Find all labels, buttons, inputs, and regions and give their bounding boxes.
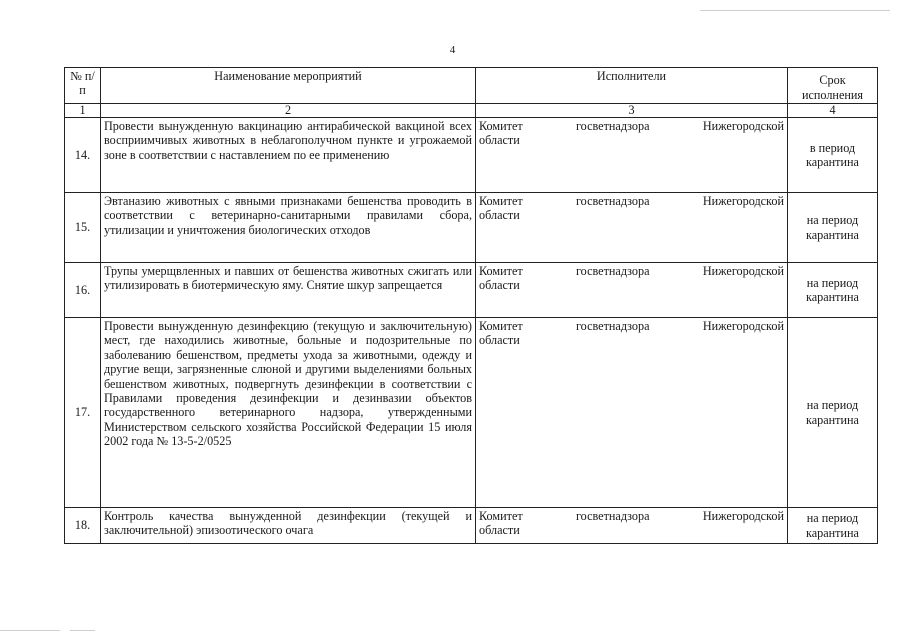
row-number: 18. bbox=[65, 508, 101, 544]
table-row bbox=[65, 508, 878, 544]
measure-name: Трупы умерщвленных и павших от бешенства животных сжигать или утилизировать в биотермическую яму. Снятие шкур запрещается bbox=[101, 263, 476, 318]
index-cell: 2 bbox=[101, 104, 476, 118]
row-number: 15. bbox=[65, 193, 101, 263]
executor-word: Комитет bbox=[479, 509, 523, 523]
row-number: 16. bbox=[65, 263, 101, 318]
executor-word: госветнадзора bbox=[575, 119, 650, 133]
executors bbox=[476, 193, 788, 263]
executors bbox=[476, 263, 788, 318]
term: на период карантина bbox=[788, 263, 878, 318]
executor-region: области bbox=[479, 133, 520, 148]
measure-name: Провести вынужденную дезинфекцию (текущую и заключительную) мест, где находились животные, больные и подозрительные по заболеванию бешенством, предметы ухода за животными, одежду и другие вещи, загрязненные слюной и другими выделениями больных бешенством животных, подвергнуть дезинфекции в соответствии с Правилами проведения дезинфекции и дезинвазии объектов государственного ветеринарного надзора, утвержденными Министерством сельского хозяйства Российской Федерации 15 июля 2002 года № 13-5-2/0525 bbox=[101, 318, 476, 508]
term: на период карантина bbox=[788, 508, 878, 544]
term: на период карантина bbox=[788, 193, 878, 263]
executor-region: области bbox=[479, 208, 520, 223]
header-number: № п/п bbox=[65, 68, 101, 104]
index-cell: 3 bbox=[476, 104, 788, 118]
executor-word: Комитет bbox=[479, 319, 523, 333]
executors bbox=[476, 318, 788, 508]
table-row bbox=[65, 263, 878, 318]
table-row bbox=[65, 118, 878, 193]
executors bbox=[476, 508, 788, 544]
executor-word: Комитет bbox=[479, 264, 523, 278]
measure-name: Эвтаназию животных с явными признаками бешенства проводить в соответствии с ветеринарно-санитарными правилами сбора, утилизации и уничтожения биологических отходов bbox=[101, 193, 476, 263]
executors bbox=[476, 118, 788, 193]
scan-artifact-line bbox=[70, 630, 95, 631]
index-cell: 4 bbox=[788, 104, 878, 118]
row-number: 14. bbox=[65, 118, 101, 193]
measure-name: Контроль качества вынужденной дезинфекции (текущей и заключительной) эпизоотического очага bbox=[101, 508, 476, 544]
table-row bbox=[65, 318, 878, 508]
term: в период карантина bbox=[788, 118, 878, 193]
scan-artifact-line bbox=[0, 630, 60, 631]
executor-word: Нижегородской bbox=[702, 194, 784, 208]
executor-word: госветнадзора bbox=[575, 319, 650, 333]
header-name: Наименование мероприятий bbox=[101, 68, 476, 104]
executor-region: области bbox=[479, 333, 520, 348]
term: на период карантина bbox=[788, 318, 878, 508]
row-number: 17. bbox=[65, 318, 101, 508]
executor-word: Нижегородской bbox=[702, 119, 784, 133]
measures-table bbox=[64, 67, 878, 544]
executor-word: Нижегородской bbox=[702, 264, 784, 278]
executor-word: Нижегородской bbox=[702, 509, 784, 523]
measure-name: Провести вынужденную вакцинацию антирабической вакциной всех восприимчивых животных в неблагополучном пункте и угрожаемой зоне в соответствии с наставлением по ее применению bbox=[101, 118, 476, 193]
executor-word: Комитет bbox=[479, 119, 523, 133]
header-executors: Исполнители bbox=[476, 68, 788, 104]
executor-word: госветнадзора bbox=[575, 264, 650, 278]
index-cell: 1 bbox=[65, 104, 101, 118]
table-header-row bbox=[65, 68, 878, 104]
executor-word: Нижегородской bbox=[702, 319, 784, 333]
executor-word: госветнадзора bbox=[575, 509, 650, 523]
executor-region: области bbox=[479, 278, 520, 293]
scan-artifact-line bbox=[700, 10, 890, 11]
executor-word: Комитет bbox=[479, 194, 523, 208]
index-row bbox=[65, 104, 878, 118]
page-number: 4 bbox=[449, 44, 456, 56]
header-term: Срок исполнения bbox=[788, 68, 878, 104]
executor-region: области bbox=[479, 523, 520, 538]
executor-word: госветнадзора bbox=[575, 194, 650, 208]
table-row bbox=[65, 193, 878, 263]
